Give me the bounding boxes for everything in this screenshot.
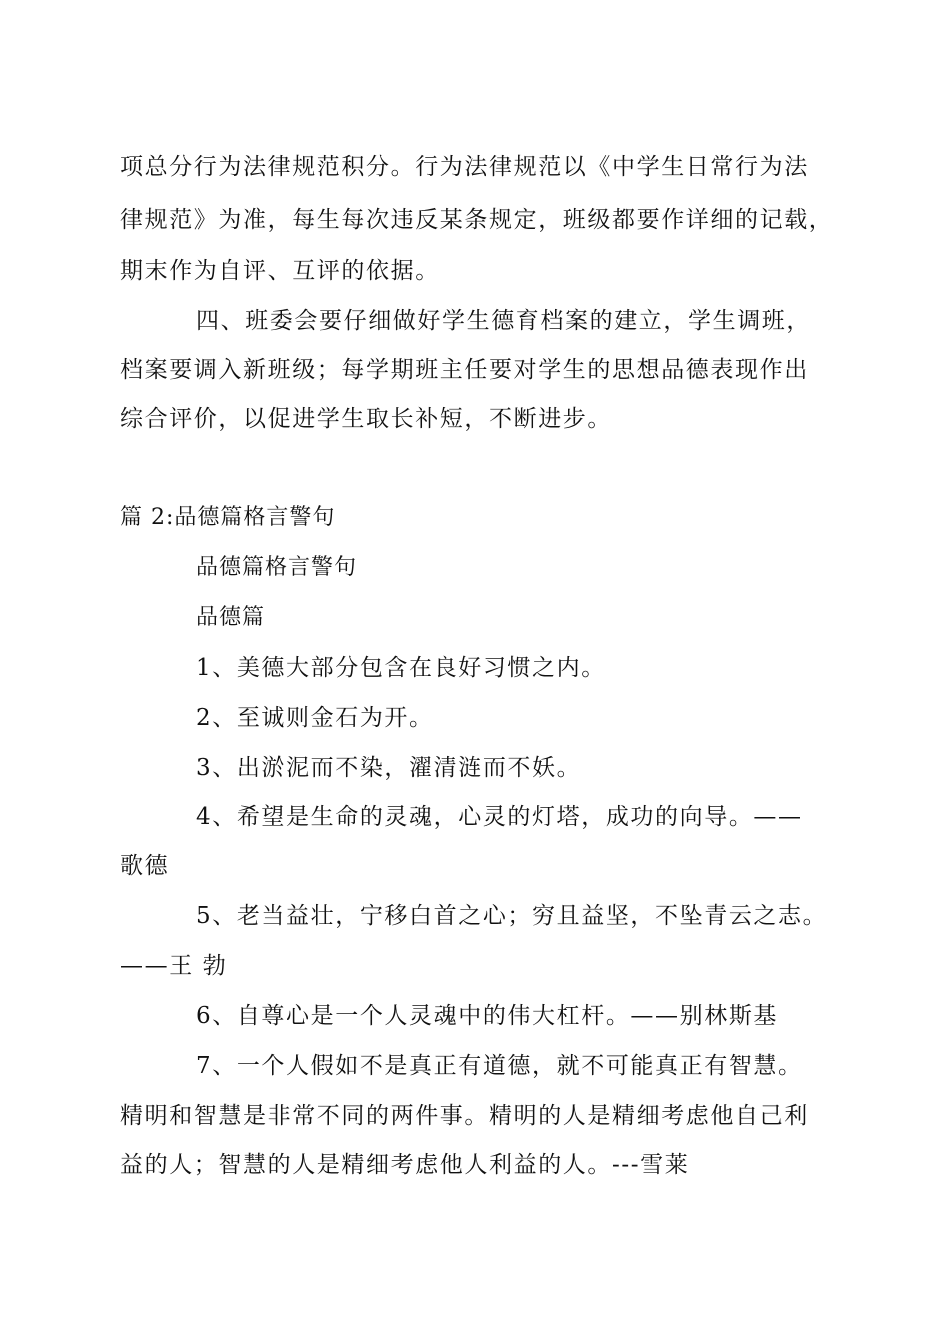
paragraph-line: 四、班委会要仔细做好学生德育档案的建立，学生调班， [196,308,811,334]
paragraph-line: 档案要调入新班级；每学期班主任要对学生的思想品德表现作出 [120,357,809,383]
paragraph-line: 项总分行为法律规范积分。行为法律规范以《中学生日常行为法 [120,154,809,180]
section-heading: 篇 2:品德篇格言警句 [120,505,336,530]
paragraph-line: 益的人；智慧的人是精细考虑他人利益的人。---雪莱 [120,1152,690,1178]
quote-item: 3、出淤泥而不染，濯清涟而不妖。 [196,755,582,781]
paragraph-line: 综合评价，以促进学生取长补短，不断进步。 [120,406,612,432]
quote-item: 7、一个人假如不是真正有道德，就不可能真正有智慧。 [196,1053,803,1079]
quote-item: 1、美德大部分包含在良好习惯之内。 [196,655,606,681]
paragraph-line: 精明和智慧是非常不同的两件事。精明的人是精细考虑他自己利 [120,1103,809,1129]
paragraph-line: 律规范》为准，每生每次违反某条规定，班级都要作详细的记载， [120,207,834,233]
quote-item: 6、自尊心是一个人灵魂中的伟大杠杆。——别林斯基 [196,1003,779,1029]
section-title: 品德篇格言警句 [196,555,358,580]
quote-attribution: 歌德 [120,853,170,879]
quote-item: 4、希望是生命的灵魂，心灵的灯塔，成功的向导。—— [196,804,803,830]
quote-item: 5、老当益壮，宁移白首之心；穷且益坚，不坠青云之志。 [196,903,828,929]
quote-item: 2、至诚则金石为开。 [196,705,434,731]
quote-attribution: ——王 勃 [120,953,228,979]
paragraph-line: 期末作为自评、互评的依据。 [120,258,440,284]
section-subtitle: 品德篇 [196,605,266,630]
